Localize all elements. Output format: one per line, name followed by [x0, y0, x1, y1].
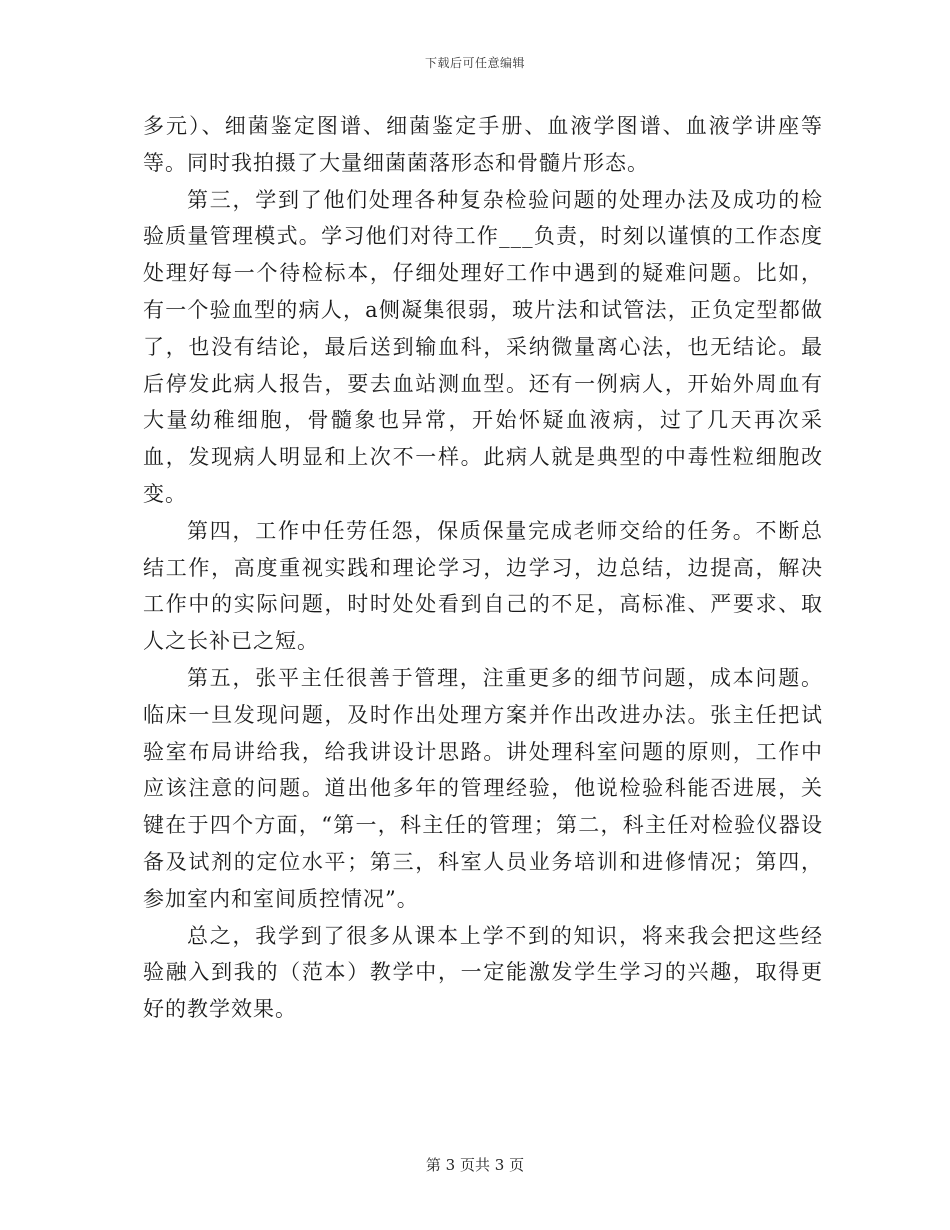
page-number: 第 3 页共 3 页: [425, 1156, 525, 1174]
paragraph-1: 多元）、细菌鉴定图谱、细菌鉴定手册、血液学图谱、血液学讲座等等。同时我拍摄了大量细菌菌落形态和骨髓片形态。: [143, 114, 823, 175]
paragraph-2: 第三，学到了他们处理各种复杂检验问题的处理办法及成功的检验质量管理模式。学习他们对待工作___负责，时刻以谨慎的工作态度处理好每一个待检标本，仔细处理好工作中遇到的疑难问题。比如，有一个验血型的病人，a侧凝集很弱，玻片法和试管法，正负定型都做了，也没有结论，最后送到输血科，采纳微量离心法，也无结论。最后停发此病人报告，要去血站测血型。还有一例病人，开始外周血有大量幼稚细胞，骨髓象也异常，开始怀疑血液病，过了几天再次采血，发现病人明显和上次不一样。此病人就是典型的中毒性粒细胞改变。: [143, 187, 823, 506]
paragraph-4: 第五，张平主任很善于管理，注重更多的细节问题，成本问题。临床一旦发现问题，及时作出处理方案并作出改进办法。张主任把试验室布局讲给我，给我讲设计思路。讲处理科室问题的原则，工作中应该注意的问题。道出他多年的管理经验，他说检验科能否进展，关键在于四个方面，“第一，科主任的管理；第二，科主任对检验仪器设备及试剂的定位水平；第三，科室人员业务培训和进修情况；第四，参加室内和室间质控情况”。: [143, 665, 823, 911]
paragraph-5: 总之，我学到了很多从课本上学不到的知识，将来我会把这些经验融入到我的（范本）教学中，一定能激发学生学习的兴趣，取得更好的教学效果。: [143, 923, 823, 1022]
paragraph-3: 第四，工作中任劳任怨，保质保量完成老师交给的任务。不断总结工作，高度重视实践和理论学习，边学习，边总结，边提高，解决工作中的实际问题，时时处处看到自己的不足，高标准、严要求、取人之长补已之短。: [143, 518, 823, 654]
page-header: 下载后可任意编辑: [424, 56, 525, 70]
document-body: [143, 108, 823, 1028]
